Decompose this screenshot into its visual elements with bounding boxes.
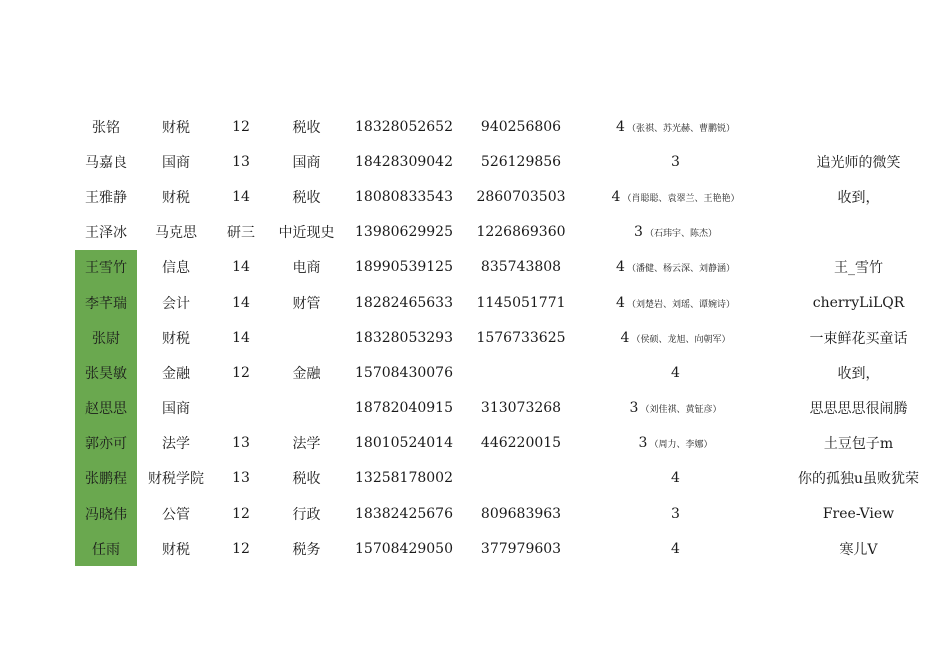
major-cell: 金融: [292, 365, 321, 382]
grade-cell: 14: [232, 329, 250, 346]
major-cell: [267, 320, 346, 355]
name-cell: 张尉: [75, 320, 137, 355]
group-members: （周力、李娜）: [649, 440, 713, 451]
group-count-cell: [580, 250, 771, 285]
qq-cell: 313073268: [480, 400, 562, 417]
major-cell: 税收: [292, 189, 321, 206]
grade-cell: 12: [232, 364, 250, 381]
group-members: （刘楚岩、刘瑶、谭婉诗）: [626, 299, 735, 310]
phone-cell: 18990539125: [355, 259, 453, 276]
table-row: [75, 179, 946, 214]
group-count: 4: [671, 540, 680, 557]
wechat-cell: 王_雪竹: [834, 260, 883, 277]
department-cell: 国商: [162, 401, 190, 418]
group-count: 3: [629, 400, 639, 417]
major-cell: 国商: [292, 154, 321, 171]
grade-cell: 13: [232, 435, 250, 452]
table-row: [75, 496, 946, 531]
group-count-cell: [580, 179, 771, 214]
major-cell: 电商: [292, 260, 321, 277]
department-cell: 信息: [162, 260, 190, 277]
phone-cell: 15708430076: [355, 364, 453, 381]
group-count: 3: [638, 435, 648, 452]
group-members: （张祺、苏光赫、曹鹏锐）: [626, 123, 735, 134]
qq-cell: 377979603: [480, 540, 562, 557]
group-members: （肖聪聪、袁翠兰、王艳艳）: [622, 193, 740, 204]
name-cell: 李芊瑞: [75, 285, 137, 320]
grade-cell: 13: [232, 470, 250, 487]
qq-cell: 835743808: [480, 259, 562, 276]
department-cell: 马克思: [155, 225, 197, 242]
department-cell: 财税: [162, 541, 190, 558]
qq-cell: 1576733625: [476, 329, 566, 346]
department-cell: 公管: [162, 506, 190, 523]
wechat-cell: 一束鲜花买童话: [809, 330, 908, 347]
wechat-cell: 思思思思很闹腾: [809, 401, 908, 418]
table-body: [75, 109, 946, 566]
name-cell: 张铭: [92, 119, 120, 136]
wechat-cell: 你的孤独u虽败犹荣: [797, 471, 920, 488]
name-cell: 冯晓伟: [75, 496, 137, 531]
table-row: [75, 426, 946, 461]
qq-cell: 446220015: [480, 435, 562, 452]
department-cell: 财税: [162, 119, 190, 136]
group-count-cell: [580, 496, 771, 531]
wechat-cell: 土豆包子m: [823, 436, 894, 453]
wechat-cell: [771, 215, 946, 250]
name-cell: 马嘉良: [85, 154, 127, 171]
grade-cell: 研三: [227, 225, 255, 242]
group-count-cell: [580, 320, 771, 355]
grade-cell: 13: [232, 153, 250, 170]
name-cell: 张昊敏: [75, 355, 137, 390]
table-row: [75, 320, 946, 355]
group-count: 4: [671, 470, 680, 487]
qq-cell: 1145051771: [476, 294, 566, 311]
group-count: 4: [620, 329, 630, 346]
group-members: （潘健、杨云深、刘静涵）: [626, 264, 735, 275]
table-row: [75, 355, 946, 390]
group-count-cell: [580, 355, 771, 390]
table-row: [75, 391, 946, 426]
phone-cell: 18282465633: [355, 294, 453, 311]
major-cell: 税收: [292, 119, 321, 136]
department-cell: 财税: [162, 189, 190, 206]
group-members: （石玮宇、陈杰）: [644, 229, 717, 240]
group-count-cell: [580, 144, 771, 179]
group-count: 4: [616, 294, 625, 311]
group-count: 4: [616, 259, 625, 276]
table-row: [75, 144, 946, 179]
phone-cell: 15708429050: [355, 540, 453, 557]
group-count: 3: [671, 153, 680, 170]
department-cell: 财税学院: [148, 471, 204, 488]
group-count-cell: [580, 531, 771, 566]
group-count-cell: [580, 109, 771, 144]
phone-cell: 18428309042: [355, 153, 453, 170]
group-count: 4: [671, 364, 680, 381]
phone-cell: 13258178002: [355, 470, 453, 487]
major-cell: 税收: [292, 471, 321, 488]
phone-cell: 18782040915: [355, 400, 453, 417]
table-row: [75, 461, 946, 496]
grade-cell: [215, 391, 267, 426]
name-cell: 张鹏程: [75, 461, 137, 496]
wechat-cell: 寒儿V: [839, 541, 878, 558]
major-cell: 税务: [292, 541, 321, 558]
department-cell: 财税: [162, 330, 190, 347]
group-count-cell: [580, 461, 771, 496]
phone-cell: 18382425676: [355, 505, 453, 522]
wechat-cell: Free-View: [822, 505, 895, 522]
department-cell: 国商: [162, 154, 190, 171]
major-cell: 法学: [292, 436, 321, 453]
name-cell: 赵思思: [75, 391, 137, 426]
department-cell: 会计: [162, 295, 190, 312]
department-cell: 法学: [162, 436, 190, 453]
name-cell: 王雅静: [85, 189, 127, 206]
name-cell: 王泽冰: [85, 225, 127, 242]
table-row: [75, 215, 946, 250]
group-members: （刘佳祺、黄钲彦）: [640, 405, 722, 416]
group-count-cell: [580, 391, 771, 426]
phone-cell: 18010524014: [355, 435, 453, 452]
group-count-cell: [580, 215, 771, 250]
qq-cell: 809683963: [480, 505, 562, 522]
grade-cell: 12: [232, 505, 250, 522]
wechat-cell: 收到，: [837, 365, 880, 382]
major-cell: [267, 391, 346, 426]
group-count-cell: [580, 285, 771, 320]
name-cell: 王雪竹: [75, 250, 137, 285]
wechat-cell: cherryLiLQR: [812, 294, 905, 311]
department-cell: 金融: [162, 365, 190, 382]
name-cell: 任雨: [75, 531, 137, 566]
phone-cell: 18328053293: [355, 329, 453, 346]
name-cell: 郭亦可: [75, 426, 137, 461]
qq-cell: [462, 355, 580, 390]
grade-cell: 12: [232, 118, 250, 135]
phone-cell: 18328052652: [355, 118, 453, 135]
group-count: 3: [671, 505, 680, 522]
table-row: [75, 250, 946, 285]
major-cell: 财管: [292, 295, 321, 312]
wechat-cell: 收到，: [837, 189, 880, 206]
qq-cell: 1226869360: [476, 224, 566, 241]
grade-cell: 14: [232, 188, 250, 205]
major-cell: 行政: [292, 506, 321, 523]
qq-cell: 526129856: [480, 153, 562, 170]
wechat-cell: [771, 109, 946, 144]
table-row: [75, 285, 946, 320]
group-members: （侯硕、龙旭、向朝军）: [631, 334, 731, 345]
table-row: [75, 531, 946, 566]
group-count: 4: [611, 188, 621, 205]
qq-cell: 940256806: [480, 118, 562, 135]
contact-table: [75, 109, 946, 566]
grade-cell: 12: [232, 540, 250, 557]
grade-cell: 14: [232, 259, 250, 276]
major-cell: 中近现史: [278, 225, 335, 242]
qq-cell: [462, 461, 580, 496]
group-count: 3: [634, 224, 643, 241]
table-row: [75, 109, 946, 144]
group-count-cell: [580, 426, 771, 461]
phone-cell: 18080833543: [355, 188, 453, 205]
wechat-cell: 追光师的微笑: [816, 154, 901, 171]
qq-cell: 2860703503: [476, 188, 566, 205]
grade-cell: 14: [232, 294, 250, 311]
group-count: 4: [616, 118, 625, 135]
phone-cell: 13980629925: [355, 224, 453, 241]
